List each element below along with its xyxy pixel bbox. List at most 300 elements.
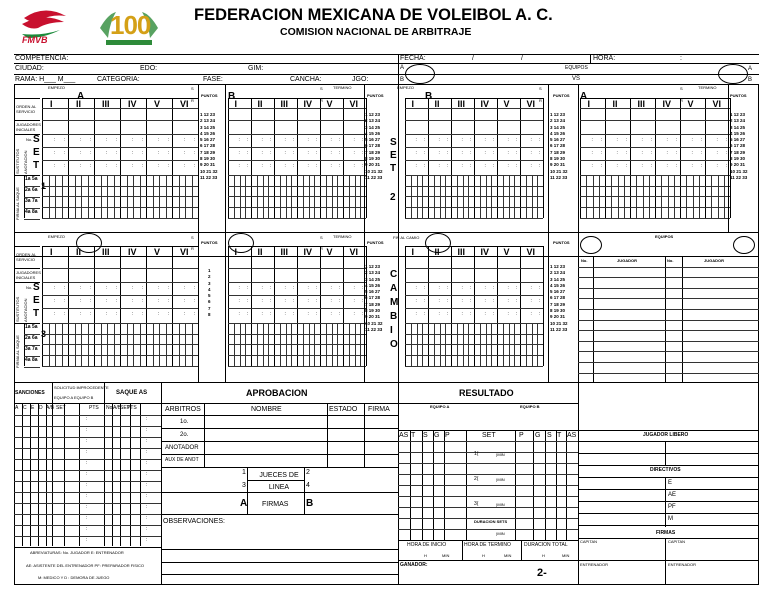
s3b-tick: [309, 344, 310, 355]
s3b-colon-b-0-4: :: [339, 285, 341, 291]
s3a-colon-b-0-4: :: [168, 285, 170, 291]
s2a-tick: [711, 175, 712, 186]
s3a-col-line: [94, 246, 95, 366]
s3a-colon-1-0: :: [54, 298, 56, 304]
s1a-tick: [127, 186, 128, 196]
s3b-tick: [303, 344, 304, 355]
s2b-tick: [526, 186, 527, 196]
fase-label: FASE:: [203, 76, 223, 83]
s1a-tick: [114, 207, 115, 218]
set-number-2: 2: [390, 192, 396, 203]
team-a-right: A: [748, 66, 753, 72]
s3b-colon-2-4: :: [330, 311, 332, 317]
sanc-col-6: PTS: [89, 405, 99, 411]
puntos-label-3: PUNTOS: [553, 93, 570, 98]
s3a-colon-1-4: :: [158, 298, 160, 304]
s4b-col-line: [520, 246, 521, 366]
s3a-tick: [153, 344, 154, 355]
s1a-colon-0-1: :: [80, 137, 82, 143]
s1b-colon-b-0-3: :: [316, 137, 318, 143]
s4b-colon-b-1-4: :: [516, 298, 518, 304]
s1a-row-2: [42, 134, 198, 135]
s2b-col-line: [543, 98, 544, 218]
s1b-colon-b-2-4: :: [339, 163, 341, 169]
s1a-rotation-6: VI: [180, 99, 189, 109]
s1b-tick: [360, 207, 361, 218]
s4b-tick: [480, 323, 481, 334]
s1b-tick: [286, 175, 287, 186]
s1b-tick: [257, 175, 258, 186]
s4b-tick: [509, 344, 510, 355]
s3b-colon-b-2-3: :: [316, 311, 318, 317]
s4b-tick: [514, 355, 515, 366]
s4b-colon-2-4: :: [507, 311, 509, 317]
juez-1: 1: [242, 469, 246, 476]
s2b-tick: [463, 196, 464, 207]
s4b-colon-b-0-5: :: [539, 285, 541, 291]
s4b-row-9: [405, 366, 543, 367]
sanc-col-9: SET: [120, 405, 130, 411]
s1a-row-7: [42, 196, 198, 197]
s2b-row-6: [405, 186, 543, 187]
s1b-tick: [234, 207, 235, 218]
s2a-tick: [718, 196, 719, 207]
s1b-colon-b-0-0: :: [247, 137, 249, 143]
s4b-tick: [509, 355, 510, 366]
s3a-row-9: [42, 366, 198, 367]
s1b-colon-b-1-0: :: [247, 150, 249, 156]
s2b-tick: [457, 175, 458, 186]
panel-divider: [398, 84, 399, 232]
s1b-tick: [303, 196, 304, 207]
set1-team-a: A: [77, 91, 85, 102]
s2b-colon-b-0-0: :: [424, 137, 426, 143]
s4b-colon-1-0: :: [415, 298, 417, 304]
s3a-colon-0-2: :: [106, 285, 108, 291]
team-a-circle[interactable]: [405, 64, 435, 84]
s2b-row-4: [405, 160, 543, 161]
s1a-tick: [81, 186, 82, 196]
s2b-colon-2-2: :: [461, 163, 463, 169]
s3a-tick: [55, 334, 56, 344]
s3a-tick: [55, 355, 56, 366]
s3b-colon-1-2: :: [284, 298, 286, 304]
set3-extra-circle[interactable]: [580, 236, 602, 254]
entrenador-label-2: ENTRENADOR: [668, 562, 697, 567]
s1a-tick: [101, 175, 102, 186]
s3a-tick: [192, 334, 193, 344]
capitan-label-2: CAPITAN: [668, 539, 686, 544]
s2b-col-line: [497, 98, 498, 218]
s3a-tick: [166, 334, 167, 344]
res-row: [398, 529, 578, 530]
s4b-tick: [440, 323, 441, 334]
s2b-tick: [537, 175, 538, 186]
s4b-colon-0-0: :: [415, 285, 417, 291]
s2a-tick: [636, 207, 637, 218]
s2a-tick: [668, 186, 669, 196]
s1a-row-5: [42, 175, 198, 176]
s3b-tick: [280, 344, 281, 355]
puntos-label-1: PUNTOS: [201, 93, 218, 98]
s1a-colon-2-0: :: [54, 163, 56, 169]
s3a-tick: [179, 323, 180, 334]
s2b-tick: [434, 186, 435, 196]
s1b-colon-0-5: :: [353, 137, 355, 143]
s1b-tick: [245, 196, 246, 207]
s1a-tick: [159, 186, 160, 196]
s1b-tick: [360, 196, 361, 207]
s3b-col-line: [228, 246, 229, 366]
s1a-colon-b-1-2: :: [116, 150, 118, 156]
s1b-colon-b-2-1: :: [270, 163, 272, 169]
s1b-colon-2-2: :: [284, 163, 286, 169]
s2a-colon-0-2: :: [641, 137, 643, 143]
s3a-colon-2-5: :: [184, 311, 186, 317]
s1a-tick: [55, 186, 56, 196]
s4b-tick: [417, 344, 418, 355]
s2a-colon-b-2-2: :: [651, 163, 653, 169]
s3a-colon-b-2-0: :: [64, 311, 66, 317]
s3b-tick: [257, 323, 258, 334]
set3-start-circle[interactable]: [76, 233, 102, 253]
points-col-6: 1 12 23 2 13 24 3 14 25 4 15 26 5 16 27 6 17 28 7 18 29 8 19 30 9 20 31 10 21 32 11 22 33: [550, 264, 568, 332]
s2a-colon-b-2-5: :: [726, 163, 728, 169]
sanc-col-10: PTS: [127, 405, 137, 411]
s1a-tick: [107, 196, 108, 207]
s1b-tick: [309, 196, 310, 207]
s1a-tick: [114, 186, 115, 196]
s3a-tick: [101, 344, 102, 355]
s1a-tick: [166, 175, 167, 186]
s3b-tick: [309, 323, 310, 334]
roster-row: [578, 341, 759, 342]
s4b-tick: [422, 355, 423, 366]
s3a-tick: [192, 323, 193, 334]
s2b-tick: [422, 196, 423, 207]
s3b-tick: [326, 355, 327, 366]
side2-2: T: [390, 163, 397, 174]
s2b-colon-0-4: :: [507, 137, 509, 143]
s3b-tick: [268, 323, 269, 334]
s2b-colon-b-1-2: :: [470, 150, 472, 156]
s4b-colon-b-2-4: :: [516, 311, 518, 317]
s1b-rotation-6: VI: [349, 99, 359, 109]
s3b-col-line: [320, 246, 321, 366]
s3b-colon-b-2-2: :: [293, 311, 295, 317]
s3b-colon-0-5: :: [353, 285, 355, 291]
s1a-colon-b-0-5: :: [194, 137, 196, 143]
s3a-tick: [166, 344, 167, 355]
team-b-right: B: [748, 77, 753, 83]
s-label-5: S: [191, 235, 194, 240]
s1a-tick: [75, 196, 76, 207]
team-b-circle[interactable]: [718, 64, 748, 84]
s2b-tick: [509, 186, 510, 196]
s2a-col-line: [680, 98, 681, 218]
s3b-tick: [332, 344, 333, 355]
s1a-tick: [153, 196, 154, 207]
s2a-row-8: [580, 207, 730, 208]
duracion-total-label: DURACION TOTAL: [524, 542, 568, 548]
set3-right-circle[interactable]: [228, 233, 254, 253]
s1b-tick: [280, 207, 281, 218]
s2a-tick: [674, 175, 675, 186]
s3b-colon-2-5: :: [353, 311, 355, 317]
s1b-rotation-2: II: [257, 99, 263, 109]
s1a-side-2: T: [33, 160, 40, 171]
sanc-colon: :: [86, 515, 88, 521]
s3b-colon-b-1-5: :: [362, 298, 364, 304]
s3a-colon-0-3: :: [132, 285, 134, 291]
s3b-colon-b-2-5: :: [362, 311, 364, 317]
sanc-col-7: No.: [106, 405, 114, 411]
s2a-colon-b-0-2: :: [651, 137, 653, 143]
s3b-tick: [332, 334, 333, 344]
s2b-colon-b-0-5: :: [539, 137, 541, 143]
s2a-tick: [624, 175, 625, 186]
s3b-colon-0-3: :: [307, 285, 309, 291]
s2a-tick: [693, 186, 694, 196]
s1b-colon-b-1-4: :: [339, 150, 341, 156]
s1b-tick: [286, 186, 287, 196]
res-min-2: )MIN: [496, 477, 505, 482]
s1a-tick: [49, 186, 50, 196]
s3a-tick: [153, 323, 154, 334]
s4b-tick: [486, 355, 487, 366]
saque-as-label: SAQUE AS: [116, 390, 148, 396]
s2b-tick: [417, 175, 418, 186]
res-left-4: P: [445, 432, 450, 439]
s1b-colon-0-1: :: [261, 137, 263, 143]
side-line: [14, 98, 40, 99]
s3a-row-7: [42, 344, 198, 345]
s1a-tick: [81, 196, 82, 207]
s2a-colon-b-1-1: :: [626, 150, 628, 156]
h-2: H: [482, 553, 485, 558]
s1a-tick: [49, 207, 50, 218]
s2b-colon-0-1: :: [438, 137, 440, 143]
s3a-tick: [49, 334, 50, 344]
s1a-tick: [179, 207, 180, 218]
s3a-tick: [114, 323, 115, 334]
s3b-rotation-5: V: [326, 247, 333, 257]
s1b-rotation-4: IV: [303, 99, 313, 109]
s2b-colon-b-1-1: :: [447, 150, 449, 156]
s3a-tick: [127, 323, 128, 334]
s1a-tick: [101, 186, 102, 196]
s3b-tick: [332, 355, 333, 366]
s3b-colon-2-3: :: [307, 311, 309, 317]
s1a-tick: [49, 196, 50, 207]
s2a-tick: [674, 196, 675, 207]
s2a-tick: [586, 186, 587, 196]
s2a-colon-b-1-0: :: [601, 150, 603, 156]
s2a-tick: [674, 186, 675, 196]
sustitutos-label: SUSTITUTOS: [15, 296, 20, 322]
s1b-colon-2-3: :: [307, 163, 309, 169]
s2a-colon-1-1: :: [616, 150, 618, 156]
s2b-tick: [537, 207, 538, 218]
s4b-tick: [468, 334, 469, 344]
set3-change-circle[interactable]: [425, 233, 451, 253]
s1a-tick: [179, 186, 180, 196]
s2a-colon-b-2-1: :: [626, 163, 628, 169]
r-label-4: R: [680, 98, 683, 103]
s3b-tick: [326, 344, 327, 355]
s2b-tick: [532, 175, 533, 186]
s3b-colon-b-0-3: :: [316, 285, 318, 291]
s1a-colon-b-2-2: :: [116, 163, 118, 169]
s2b-tick: [480, 175, 481, 186]
s2b-col-line: [451, 98, 452, 218]
s3b-colon-b-1-0: :: [247, 298, 249, 304]
s2a-tick: [599, 207, 600, 218]
s4b-tick: [411, 334, 412, 344]
s2a-rotation-2: II: [612, 99, 618, 109]
roster-row: [578, 309, 759, 310]
s1a-colon-0-3: :: [132, 137, 134, 143]
s2b-rotation-5: V: [503, 99, 510, 109]
sanc-col-2: E: [31, 405, 35, 411]
s-label-1: S: [191, 86, 194, 91]
s1a-tick: [62, 175, 63, 186]
observaciones-label: OBSERVACIONES:: [163, 518, 225, 525]
firma-header: FIRMA: [368, 406, 390, 413]
s1a-colon-2-4: :: [158, 163, 160, 169]
s2a-col-line: [705, 98, 706, 218]
sanc-colon: :: [146, 438, 148, 444]
timeout-label-1: 2a 6a: [25, 335, 38, 341]
s3b-tick: [309, 334, 310, 344]
timeout-label-2: 3a 7a: [25, 198, 38, 204]
r-label-6: R: [320, 246, 323, 251]
s3a-colon-1-3: :: [132, 298, 134, 304]
s1b-row-8: [228, 207, 366, 208]
s2b-colon-1-5: :: [530, 150, 532, 156]
s2a-tick: [624, 207, 625, 218]
abreviaturas-1: ABREVIATURAS: No. JUGADOR E: ENTRENADOR: [30, 550, 124, 555]
s2b-row-7: [405, 196, 543, 197]
s1a-tick: [179, 175, 180, 186]
s1b-tick: [326, 207, 327, 218]
s3a-tick: [49, 355, 50, 366]
s1b-tick: [245, 175, 246, 186]
res-row: [398, 474, 578, 475]
s2a-rotation-1: I: [587, 99, 591, 109]
roster-no-2: No.: [667, 258, 674, 263]
s1b-tick: [291, 175, 292, 186]
s2b-tick: [468, 207, 469, 218]
s2a-tick: [649, 207, 650, 218]
s1b-tick: [326, 186, 327, 196]
s3a-colon-b-2-2: :: [116, 311, 118, 317]
s1a-tick: [133, 196, 134, 207]
score-sep: 2-: [537, 567, 547, 579]
s2b-tick: [417, 196, 418, 207]
s4b-rotation-6: VI: [526, 247, 536, 257]
s2a-row-7: [580, 196, 730, 197]
s2b-tick: [537, 196, 538, 207]
s3b-tick: [263, 344, 264, 355]
s3b-tick: [291, 355, 292, 366]
roster-no-1: No.: [581, 258, 588, 263]
roster-row: [578, 373, 759, 374]
hora-label: HORA:: [593, 55, 616, 62]
s3a-tick: [114, 344, 115, 355]
s2a-colon-1-3: :: [666, 150, 668, 156]
s1b-colon-b-0-5: :: [362, 137, 364, 143]
s1a-colon-b-0-0: :: [64, 137, 66, 143]
s2b-colon-1-2: :: [461, 150, 463, 156]
s4b-tick: [480, 355, 481, 366]
s4b-tick: [445, 344, 446, 355]
s3b-tick: [291, 334, 292, 344]
s3a-colon-b-2-1: :: [90, 311, 92, 317]
jgo-label: JGO:: [352, 76, 369, 83]
s3a-colon-b-1-1: :: [90, 298, 92, 304]
s1b-tick: [355, 207, 356, 218]
roster-row: [578, 320, 759, 321]
ciudad-label: CIUDAD:: [15, 65, 44, 72]
s2b-colon-0-2: :: [461, 137, 463, 143]
sanc-row: [14, 470, 161, 471]
s4b-colon-b-1-5: :: [539, 298, 541, 304]
s3b-col-line: [297, 246, 298, 366]
s3a-colon-0-0: :: [54, 285, 56, 291]
s3a-tick: [159, 323, 160, 334]
s3b-tick: [355, 334, 356, 344]
s3a-row-8: [42, 355, 198, 356]
s3b-colon-2-1: :: [261, 311, 263, 317]
s2b-tick: [480, 186, 481, 196]
s2a-tick: [624, 196, 625, 207]
s4b-tick: [445, 355, 446, 366]
s4b-colon-b-1-2: :: [470, 298, 472, 304]
s2a-row-2: [580, 134, 730, 135]
s3a-tick: [75, 344, 76, 355]
s2b-colon-b-0-4: :: [516, 137, 518, 143]
directivo-ae: AE: [668, 492, 677, 498]
s4b-tick: [526, 334, 527, 344]
s3b-colon-1-4: :: [330, 298, 332, 304]
s4b-row-2: [405, 282, 543, 283]
sanc-colon: :: [146, 471, 148, 477]
s2b-colon-b-2-4: :: [516, 163, 518, 169]
s2a-colon-0-5: :: [716, 137, 718, 143]
s2a-tick: [724, 186, 725, 196]
s1b-colon-b-2-2: :: [293, 163, 295, 169]
s2b-tick: [411, 207, 412, 218]
fmvb-logo: [14, 6, 74, 48]
s4b-tick: [468, 344, 469, 355]
cambio-3: B: [390, 311, 398, 322]
s2b-colon-2-4: :: [507, 163, 509, 169]
s4b-tick: [463, 334, 464, 344]
edo-label: EDO:: [140, 65, 158, 72]
s3a-tick: [153, 355, 154, 366]
page-title: FEDERACION MEXICANA DE VOLEIBOL A. C.: [194, 6, 553, 24]
res-right-2: S: [547, 432, 552, 439]
s2b-tick: [434, 196, 435, 207]
s3b-tick: [337, 344, 338, 355]
anotacion-label: ANOTACION: [23, 150, 28, 174]
s4b-tick: [514, 344, 515, 355]
s3b-colon-1-5: :: [353, 298, 355, 304]
set3-far-circle[interactable]: [733, 236, 755, 254]
s3a-rotation-5: V: [154, 247, 161, 257]
s1b-row-0: [228, 108, 366, 109]
